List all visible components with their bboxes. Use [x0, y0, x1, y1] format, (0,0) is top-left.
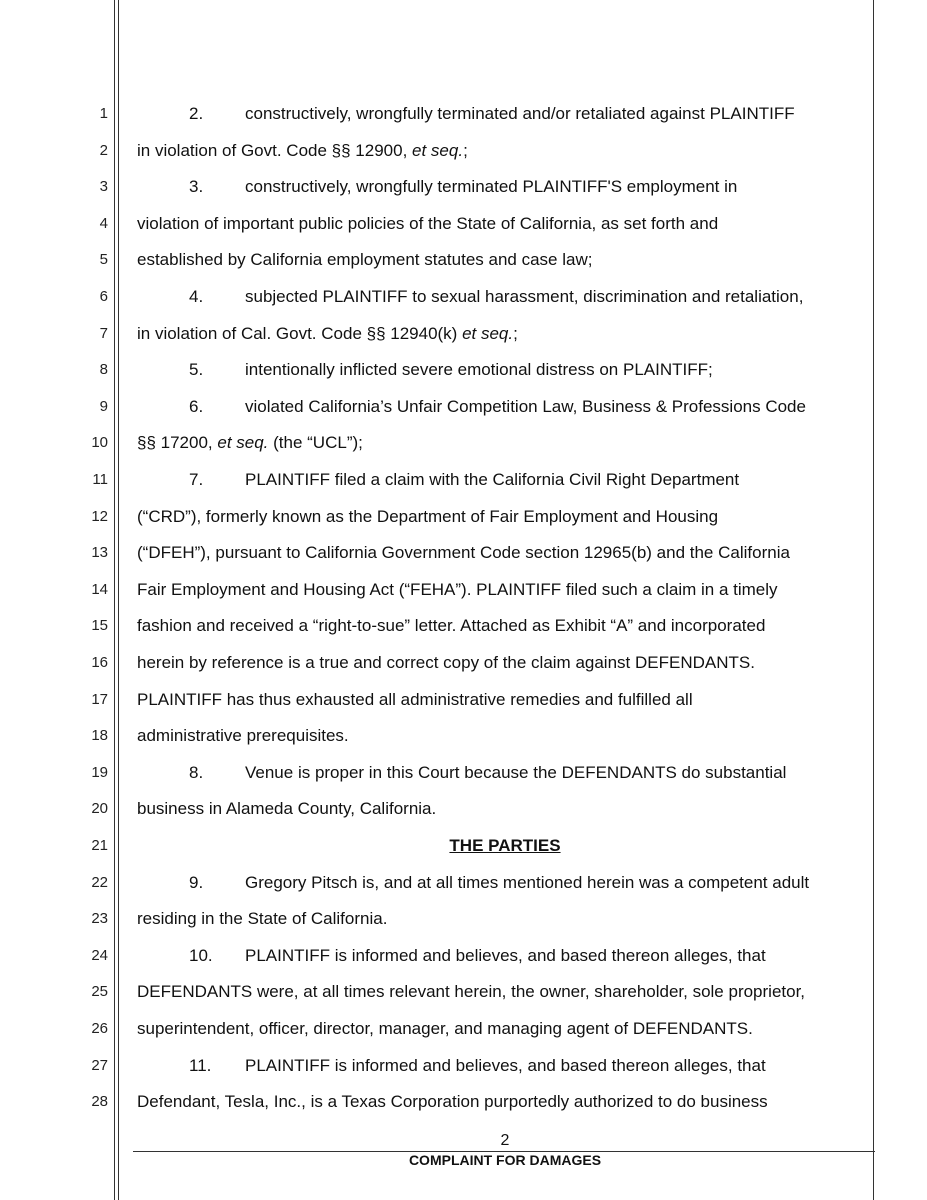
pleading-line — [137, 433, 363, 453]
pleading-line — [137, 250, 592, 270]
line-number: 9 — [99, 397, 108, 415]
left-margin-rule-inner — [118, 0, 119, 1200]
pleading-line — [137, 397, 806, 417]
pleading-line — [137, 177, 737, 197]
line-text: §§ 17200, — [137, 433, 218, 453]
paragraph-number: 6. — [189, 396, 204, 416]
line-number: 15 — [91, 617, 108, 635]
line-text: (“CRD”), formerly known as the Department of Fair Employment and Housing — [137, 506, 719, 526]
paragraph-number: 8. — [189, 762, 204, 782]
left-margin-rule-outer — [114, 0, 115, 1200]
line-text: herein by reference is a true and correct copy of the claim against DEFENDANTS. — [137, 653, 755, 672]
line-text: constructively, wrongfully terminated PLAINTIFF'S employment in — [245, 177, 738, 197]
line-text: PLAINTIFF filed a claim with the California Civil Right Department — [245, 470, 740, 489]
line-text: administrative prerequisites. — [137, 726, 349, 746]
line-text: ; — [513, 323, 518, 343]
line-number: 16 — [91, 654, 108, 671]
line-text: intentionally inflicted severe emotional distress on PLAINTIFF; — [245, 360, 713, 380]
line-number: 26 — [91, 1020, 108, 1037]
pleading-line — [137, 982, 805, 1002]
paragraph-number: 10. — [189, 945, 213, 965]
line-number: 6 — [99, 288, 108, 305]
section-heading-text: THE PARTIES — [449, 836, 561, 855]
line-number: 13 — [91, 544, 108, 562]
line-text: violation of important public policies of the State of California, as set forth and — [137, 213, 719, 233]
right-margin-rule — [873, 0, 874, 1200]
pleading-line — [137, 653, 755, 673]
line-text: (the “UCL”); — [268, 433, 363, 453]
line-number: 8 — [99, 361, 108, 379]
line-number: 18 — [91, 727, 108, 745]
pleading-line — [137, 763, 786, 783]
pleading-line — [137, 909, 387, 929]
citation-italic: et seq. — [217, 433, 269, 453]
line-text: in violation of Cal. Govt. Code §§ 12940(k) — [137, 323, 463, 343]
line-text: violated California’s Unfair Competition Law, Business & Professions Code — [245, 396, 806, 416]
pleading-line — [137, 287, 803, 307]
citation-italic: et seq. — [462, 323, 514, 343]
line-text: Gregory Pitsch is, and at all times mentioned herein was a competent adult — [245, 872, 810, 892]
line-text: DEFENDANTS were, at all times relevant herein, the owner, shareholder, sole proprietor, — [137, 982, 806, 1002]
line-text: fashion and received a “right-to-sue” letter. Attached as Exhibit “A” and incorporated — [137, 616, 766, 636]
line-text: subjected PLAINTIFF to sexual harassment, discrimination and retaliation, — [245, 287, 804, 306]
pleading-line — [137, 690, 693, 710]
pleading-line — [137, 543, 790, 563]
line-text: business in Alameda County, California. — [137, 799, 437, 819]
line-number: 28 — [91, 1093, 108, 1111]
line-text: PLAINTIFF is informed and believes, and based thereon alleges, that — [245, 945, 766, 965]
line-number: 2 — [99, 141, 108, 159]
footer-title: COMPLAINT FOR DAMAGES — [408, 1152, 602, 1168]
line-number: 25 — [91, 983, 108, 1001]
line-text: Fair Employment and Housing Act (“FEHA”). PLAINTIFF filed such a claim in a timely — [137, 579, 778, 599]
pleading-line — [137, 141, 468, 161]
pleading-line — [137, 799, 436, 819]
line-number: 4 — [99, 214, 108, 232]
line-text: ; — [463, 140, 468, 160]
line-number: 19 — [91, 763, 108, 781]
pleading-line — [137, 507, 718, 527]
line-number: 14 — [91, 580, 108, 598]
line-text: established by California employment statutes and case law; — [137, 250, 593, 270]
line-number: 20 — [91, 800, 108, 818]
paragraph-number: 2. — [189, 104, 204, 123]
paragraph-number: 3. — [189, 177, 204, 197]
line-number: 24 — [91, 946, 108, 964]
line-text: (“DFEH”), pursuant to California Government Code section 12965(b) and the California — [137, 543, 790, 563]
pleading-line — [137, 470, 739, 490]
pleading-line — [137, 360, 713, 380]
line-number: 22 — [91, 873, 108, 891]
page-number: 2 — [500, 1132, 510, 1149]
line-text: superintendent, officer, director, manager, and managing agent of DEFENDANTS. — [137, 1019, 753, 1038]
line-number: 23 — [91, 910, 108, 928]
pleading-line — [137, 946, 766, 966]
line-number: 3 — [99, 178, 108, 196]
citation-italic: et seq. — [412, 140, 464, 160]
pleading-line — [137, 214, 718, 234]
pleading-line — [137, 1092, 768, 1112]
line-number: 12 — [91, 507, 108, 525]
paragraph-number: 11. — [189, 1055, 212, 1075]
line-text: PLAINTIFF has thus exhausted all administrative remedies and fulfilled all — [137, 689, 693, 709]
line-number: 17 — [91, 690, 108, 708]
pleading-line — [137, 726, 349, 746]
line-number: 7 — [99, 324, 108, 342]
pleading-line — [137, 873, 809, 893]
line-text: Defendant, Tesla, Inc., is a Texas Corporation purportedly authorized to do business — [137, 1092, 768, 1112]
line-number: 5 — [99, 251, 108, 269]
paragraph-number: 9. — [189, 872, 204, 892]
pleading-line — [137, 1056, 766, 1076]
line-text: Venue is proper in this Court because the DEFENDANTS do substantial — [245, 762, 787, 782]
section-heading — [137, 836, 873, 856]
pleading-line — [137, 580, 778, 600]
paragraph-number: 4. — [189, 287, 204, 306]
line-text: residing in the State of California. — [137, 909, 388, 929]
line-number: 1 — [99, 105, 108, 122]
pleading-line — [137, 104, 795, 124]
paragraph-number: 7. — [189, 470, 204, 489]
paragraph-number: 5. — [189, 360, 204, 380]
line-text: constructively, wrongfully terminated and/or retaliated against PLAINTIFF — [245, 104, 795, 123]
line-number: 21 — [91, 837, 108, 854]
pleading-line — [137, 616, 765, 636]
pleading-line — [137, 324, 518, 344]
pleading-line — [137, 1019, 753, 1039]
line-number: 27 — [91, 1056, 108, 1074]
line-number: 11 — [92, 471, 108, 488]
line-text: PLAINTIFF is informed and believes, and based thereon alleges, that — [245, 1055, 766, 1075]
line-text: in violation of Govt. Code §§ 12900, — [137, 140, 413, 160]
line-number: 10 — [91, 434, 108, 452]
